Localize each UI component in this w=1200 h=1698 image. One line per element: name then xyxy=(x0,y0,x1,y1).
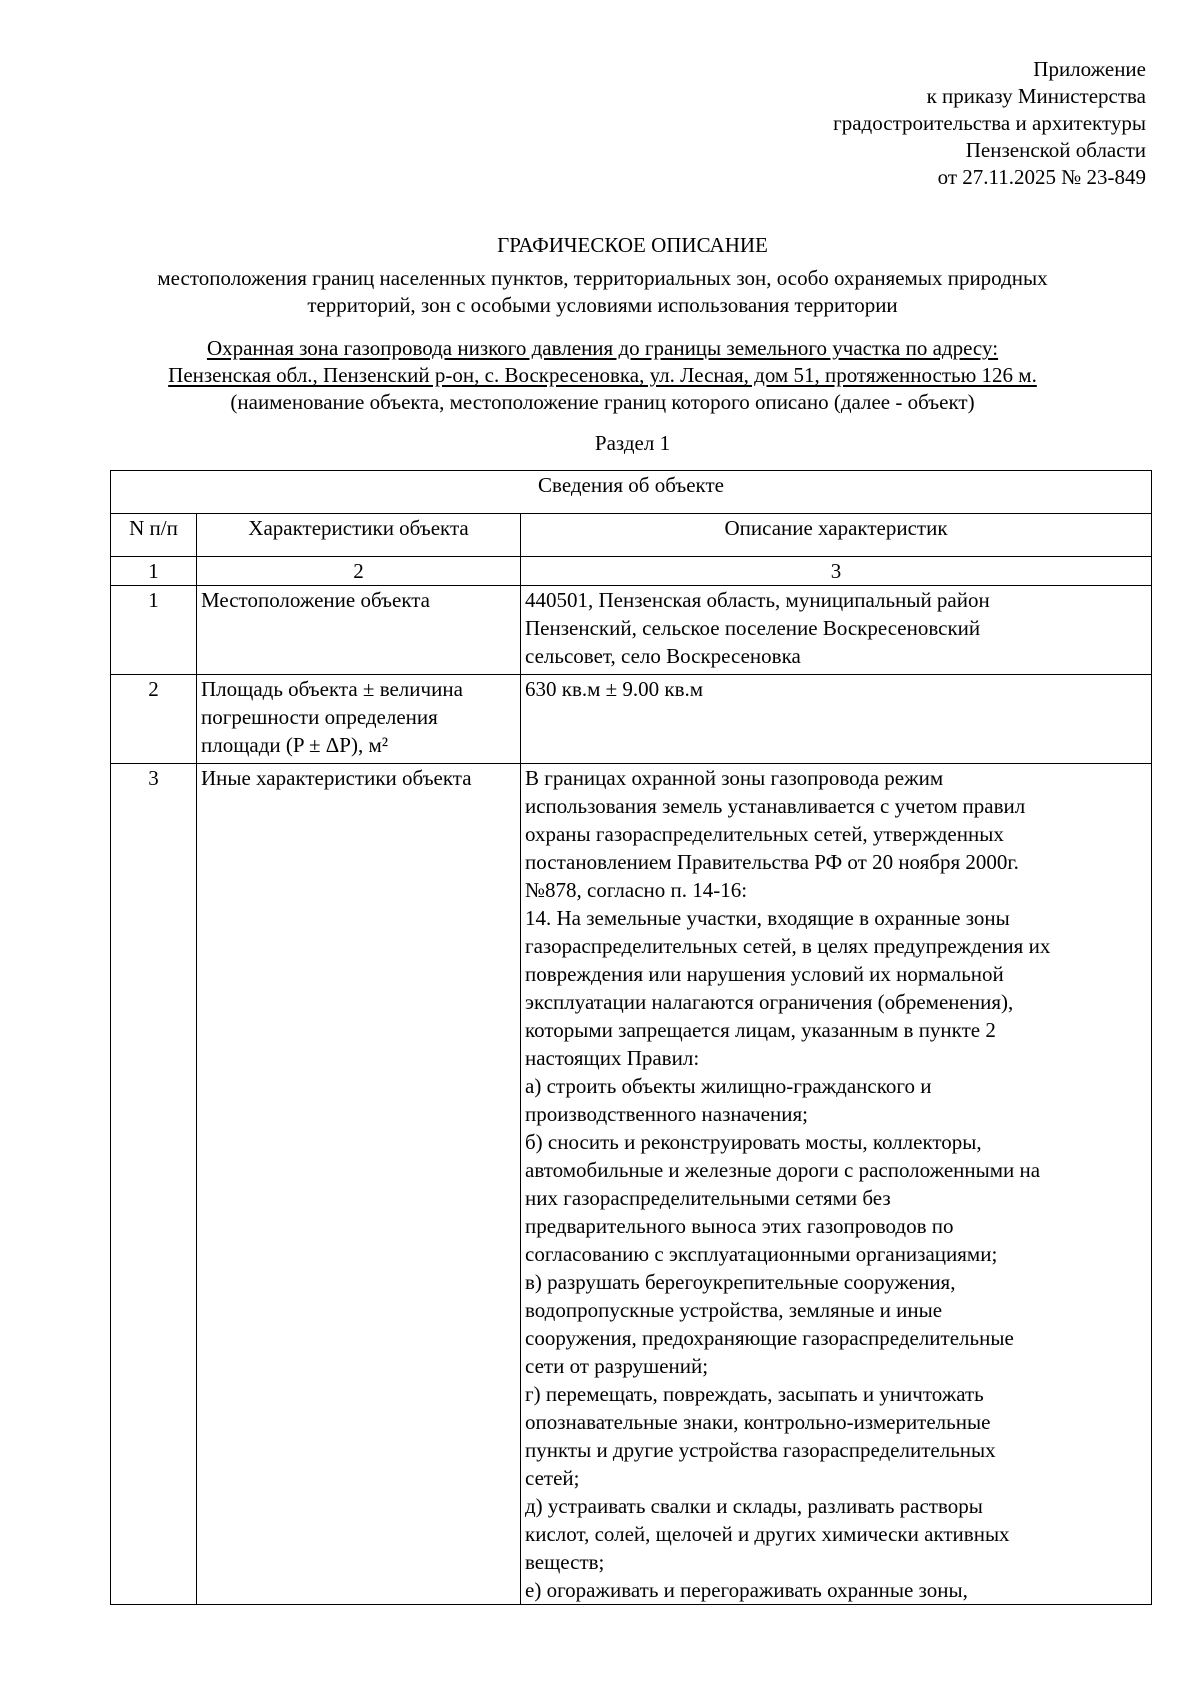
table-row xyxy=(111,764,1152,1605)
description-line: кислот, солей, щелочей и других химически активных xyxy=(525,1522,1010,1546)
description-line: газораспределительных сетей, в целях предупреждения их xyxy=(525,934,1051,958)
description-line: согласованию с эксплуатационными организациями; xyxy=(525,1242,998,1266)
description-line: Пензенский, сельское поселение Воскресеновский xyxy=(525,616,981,640)
description-line: сети от разрушений; xyxy=(525,1354,709,1378)
description-line: настоящих Правил: xyxy=(525,1046,700,1070)
description-line: №878, согласно п. 14-16: xyxy=(525,878,748,902)
description-line: сельсовет, село Воскресеновка xyxy=(525,644,801,668)
description-line: производственного назначения; xyxy=(525,1102,808,1126)
row-characteristic: Местоположение объекта xyxy=(197,586,521,675)
description-line: использования земель устанавливается с учетом правил xyxy=(525,794,1026,818)
subtitle-line: территорий, зон с особыми условиями использования территории xyxy=(307,293,898,317)
table-row xyxy=(111,586,1152,675)
description-line: постановлением Правительства РФ от 20 ноября 2000г. xyxy=(525,850,1019,874)
description-line: б) сносить и реконструировать мосты, коллекторы, xyxy=(525,1130,982,1154)
subtitle-line: местоположения границ населенных пунктов, территориальных зон, особо охраняемых природных xyxy=(157,266,1048,290)
description-line: повреждения или нарушения условий их нормальной xyxy=(525,962,1004,986)
row-num: 1 xyxy=(111,586,197,675)
description-line: 630 кв.м ± 9.00 кв.м xyxy=(525,677,704,701)
table-row xyxy=(111,675,1152,764)
appendix-line: Пензенской области xyxy=(965,138,1146,162)
column-number: 2 xyxy=(197,557,521,586)
appendix-line: к приказу Министерства xyxy=(926,84,1146,108)
description-line: 440501, Пензенская область, муниципальный район xyxy=(525,588,990,612)
description-line: г) перемещать, повреждать, засыпать и уничтожать xyxy=(525,1382,984,1406)
description-line: 14. На земельные участки, входящие в охранные зоны xyxy=(525,906,1010,930)
description-line: них газораспределительными сетями без xyxy=(525,1186,891,1210)
description-line: предварительного выноса этих газопроводов по xyxy=(525,1214,954,1238)
characteristic-line: погрешности определения xyxy=(201,705,438,729)
description-line: опознавательные знаки, контрольно-измерительные xyxy=(525,1410,991,1434)
column-number: 3 xyxy=(521,557,1152,586)
appendix-line: Приложение xyxy=(1033,57,1146,81)
description-line: а) строить объекты жилищно-гражданского и xyxy=(525,1074,932,1098)
description-line: охраны газораспределительных сетей, утвержденных xyxy=(525,822,1004,846)
row-characteristic xyxy=(197,675,521,764)
description-line: сооружения, предохраняющие газораспределительные xyxy=(525,1326,1014,1350)
description-line: д) устраивать свалки и склады, разливать растворы xyxy=(525,1494,983,1518)
table-header-row xyxy=(111,514,1152,557)
row-description xyxy=(521,675,1152,764)
row-characteristic: Иные характеристики объекта xyxy=(197,764,521,1605)
appendix-line: от 27.11.2025 № 23-849 xyxy=(937,165,1146,189)
header-description: Описание характеристик xyxy=(521,514,1152,557)
object-name-line: Пензенская обл., Пензенский р-он, с. Воскресеновка, ул. Лесная, дом 51, протяженностью 126 м. xyxy=(168,363,1037,387)
column-number: 1 xyxy=(111,557,197,586)
description-line: е) огораживать и перегораживать охранные зоны, xyxy=(525,1578,968,1602)
appendix-line: градостроительства и архитектуры xyxy=(833,111,1146,135)
row-description xyxy=(521,764,1152,1605)
object-info-table xyxy=(110,470,1152,1605)
document-subtitle xyxy=(60,265,1145,319)
document-title: ГРАФИЧЕСКОЕ ОПИСАНИЕ xyxy=(497,233,768,257)
characteristic-line: Площадь объекта ± величина xyxy=(201,677,463,701)
object-name-block xyxy=(60,335,1145,416)
description-line: водопропускные устройства, земляные и иные xyxy=(525,1298,943,1322)
description-line: эксплуатации налагаются ограничения (обременения), xyxy=(525,990,1014,1014)
header-num: N п/п xyxy=(111,514,197,557)
description-line: пункты и другие устройства газораспределительных xyxy=(525,1438,996,1462)
description-line: веществ; xyxy=(525,1550,605,1574)
table-caption: Сведения об объекте xyxy=(111,471,1152,514)
object-caption: (наименование объекта, местоположение границ которого описано (далее - объект) xyxy=(230,390,975,414)
description-line: автомобильные и железные дороги с расположенными на xyxy=(525,1158,1041,1182)
section-title: Раздел 1 xyxy=(594,431,671,455)
column-number-row xyxy=(111,557,1152,586)
description-line: в) разрушать берегоукрепительные сооружения, xyxy=(525,1270,956,1294)
object-name-line: Охранная зона газопровода низкого давления до границы земельного участка по адресу: xyxy=(206,336,999,360)
description-line: сетей; xyxy=(525,1466,580,1490)
header-characteristic: Характеристики объекта xyxy=(197,514,521,557)
row-num: 2 xyxy=(111,675,197,764)
description-line: В границах охранной зоны газопровода режим xyxy=(525,766,944,790)
characteristic-line: площади (P ± ΔP), м² xyxy=(201,733,389,757)
appendix-block xyxy=(833,56,1146,191)
row-description xyxy=(521,586,1152,675)
table-caption-row xyxy=(111,471,1152,514)
description-line: которыми запрещается лицам, указанным в пункте 2 xyxy=(525,1018,996,1042)
row-num: 3 xyxy=(111,764,197,1605)
